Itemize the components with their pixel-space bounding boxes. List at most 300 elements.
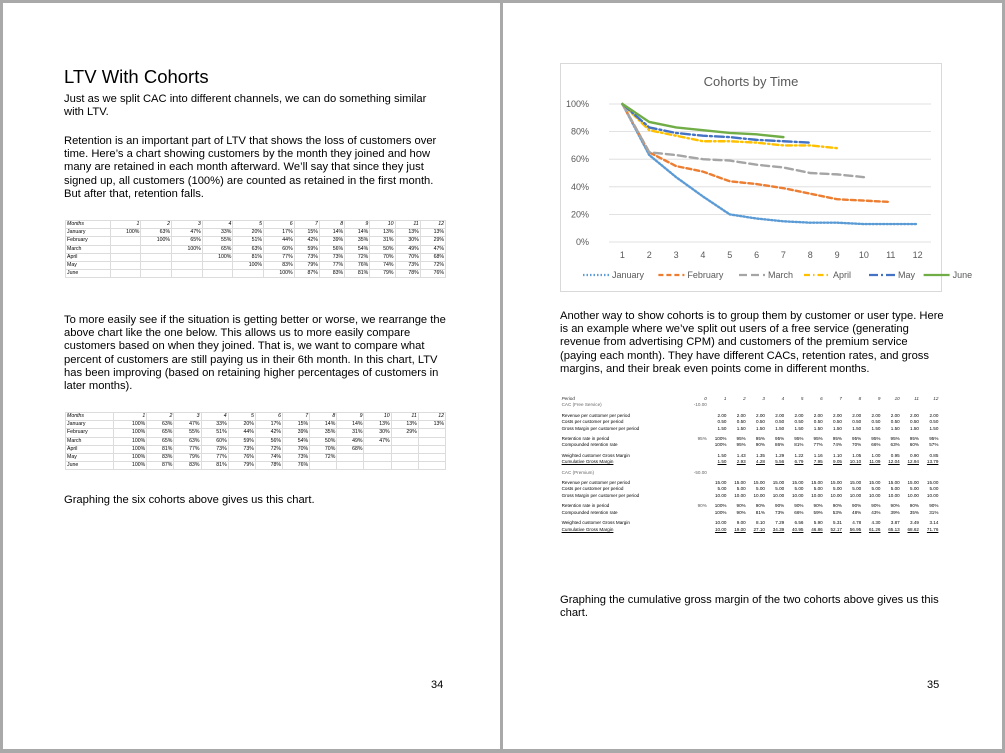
table-cell: 12	[933, 396, 939, 401]
table-cell: 1.35	[756, 452, 765, 458]
table-cell: 30%	[395, 237, 420, 245]
table-cell: 70%	[370, 253, 395, 261]
table-cell: 0	[704, 396, 707, 401]
cohort-type-paragraph: Another way to show cohorts is to group them by customer or user type. Here is an example where we’ve split out users of a free service (generating revenue from advertising CPM) and customers of the premium service (paying each month). They have different CACs, retention rates, and gross margins, and their break even points come in different months.	[560, 310, 944, 375]
retention-table-by-month	[65, 220, 446, 278]
table-cell: 95%	[755, 436, 765, 442]
table-cell: 30%	[364, 429, 391, 437]
table-cell: 73%	[775, 509, 785, 515]
table-cell: 15%	[283, 421, 310, 429]
table-cell: 90%	[909, 503, 919, 509]
row-label: Weighted customer Gross Margin	[561, 452, 630, 458]
table-cell: 39%	[890, 509, 900, 515]
row-label: April	[66, 253, 111, 261]
table-cell: 100%	[714, 442, 727, 448]
table-cell: 73%	[395, 262, 420, 270]
table-cell: 76%	[228, 454, 255, 462]
table-cell: 100%	[714, 509, 727, 515]
row-label: Retention rate in period	[561, 436, 610, 442]
table-cell: 81%	[201, 462, 228, 470]
row-label: Weighted customer Gross Margin	[561, 520, 630, 526]
table-cell: 5.90	[813, 520, 823, 526]
retention-table-by-cohort	[65, 412, 446, 470]
table-cell: 31%	[337, 429, 364, 437]
table-cell: 12.04	[888, 459, 900, 465]
legend-label: May	[898, 270, 916, 280]
table-cell: 90%	[832, 503, 842, 509]
row-label: May	[66, 262, 111, 270]
table-cell: 1.29	[775, 452, 785, 458]
table-cell	[110, 270, 141, 278]
table-cell: 77%	[174, 445, 201, 453]
row-label: Gross Margin per customer per period	[561, 492, 640, 498]
table-cell: 78%	[255, 462, 282, 470]
table-row	[66, 445, 446, 453]
table-cell	[418, 462, 445, 470]
table-cell: 13%	[420, 229, 445, 237]
row-label: Cumulative Gross Margin	[561, 526, 614, 532]
table-cell	[310, 462, 337, 470]
table-cell: 9.05	[833, 459, 842, 465]
table-row	[66, 253, 446, 261]
table-cell: 15.00	[868, 480, 881, 486]
table-cell: 8	[319, 221, 344, 229]
table-cell	[364, 462, 391, 470]
table-cell: 2.00	[852, 412, 862, 418]
y-tick-label: 20%	[570, 209, 589, 220]
cohorts-chart-svg	[561, 64, 973, 291]
table-cell: 90%	[736, 509, 746, 515]
x-tick-label: 4	[700, 250, 706, 260]
table-cell: 95%	[871, 436, 881, 442]
table-cell: 90%	[697, 503, 707, 509]
table-cell: 74%	[370, 262, 395, 270]
table-cell: 95%	[813, 436, 823, 442]
table-cell: 60%	[909, 442, 919, 448]
legend-label: June	[952, 270, 973, 280]
table-cell: 95%	[736, 442, 746, 448]
table-cell: 79%	[370, 270, 395, 278]
table-cell: 6.79	[794, 459, 804, 465]
table-cell: 2.00	[833, 412, 842, 418]
table-cell: 14%	[337, 421, 364, 429]
table-cell: 90%	[929, 503, 939, 509]
table-cell: 29%	[420, 237, 445, 245]
table-cell: 10.00	[753, 492, 765, 498]
table-cell: 8	[858, 396, 862, 401]
table-cell: 90%	[871, 503, 881, 509]
table-cell	[418, 445, 445, 453]
table-cell: 68%	[420, 253, 445, 261]
table-cell: 12.94	[907, 459, 919, 465]
table-cell: 71.76	[926, 526, 939, 532]
table-cell: 50%	[370, 245, 395, 253]
table-cell: 15.00	[830, 480, 842, 486]
table-cell: 17%	[264, 229, 295, 237]
series-line-march	[622, 104, 863, 177]
table-cell: 2.00	[910, 412, 919, 418]
table-cell: 72%	[255, 445, 282, 453]
table-cell: 9	[877, 396, 881, 401]
table-cell: 1.10	[833, 452, 842, 458]
table-cell: 72%	[420, 262, 445, 270]
table-cell: 7	[283, 413, 310, 421]
table-cell: 4	[781, 396, 785, 401]
table-cell: 4.28	[756, 459, 765, 465]
table-cell: 77%	[813, 442, 823, 448]
table-cell: 15%	[294, 229, 319, 237]
table-cell: 0.50	[929, 419, 939, 425]
table-cell: 17%	[255, 421, 282, 429]
table-cell: 1.50	[794, 425, 804, 431]
table-cell: 73%	[228, 445, 255, 453]
table-cell: 11.09	[869, 459, 881, 465]
table-cell: 10.00	[926, 492, 939, 498]
table-cell	[110, 253, 141, 261]
table-cell: 73%	[201, 445, 228, 453]
table-cell: 0.50	[890, 419, 900, 425]
table-cell: 73%	[319, 253, 344, 261]
table-cell: 10.00	[888, 492, 900, 498]
table-row	[66, 429, 446, 437]
table-cell: 66%	[871, 442, 881, 448]
table-cell: 70%	[395, 253, 420, 261]
table-cell: 83%	[147, 454, 174, 462]
table-cell: 5.00	[736, 486, 746, 492]
table-cell	[202, 270, 233, 278]
table-cell: 83%	[264, 262, 295, 270]
table-cell	[418, 437, 445, 445]
table-cell: 72%	[345, 253, 370, 261]
series-line-june	[622, 104, 783, 137]
table-cell: 12	[418, 413, 445, 421]
table-cell: 5.00	[871, 486, 881, 492]
table-cell: 0.50	[794, 419, 804, 425]
table-cell: 5.00	[794, 486, 804, 492]
table-cell: 90%	[755, 503, 765, 509]
table-cell	[391, 437, 418, 445]
table-cell: 15.00	[714, 480, 727, 486]
row-label: March	[66, 245, 111, 253]
table-cell: 9	[345, 221, 370, 229]
table-cell: 90%	[794, 503, 804, 509]
x-tick-label: 6	[754, 250, 760, 260]
table-cell: 10.00	[714, 526, 727, 532]
table-cell	[141, 262, 172, 270]
table-cell: 49%	[337, 437, 364, 445]
table-cell: 47%	[420, 245, 445, 253]
table-cell: 33%	[202, 229, 233, 237]
table-cell: 0.50	[756, 419, 765, 425]
table-cell: 73%	[283, 454, 310, 462]
table-cell: 56.95	[849, 526, 862, 532]
table-cell: 95%	[697, 436, 707, 442]
table-cell: 0.50	[736, 419, 746, 425]
table-cell: 44%	[228, 429, 255, 437]
table-cell: 31%	[370, 237, 395, 245]
table-cell: 29%	[391, 429, 418, 437]
table-cell: 5.00	[775, 486, 785, 492]
table-cell: 54%	[283, 437, 310, 445]
gross-margin-table	[561, 396, 939, 533]
table-cell: 66%	[794, 509, 804, 515]
table-cell: 47%	[364, 437, 391, 445]
table-cell: 13%	[395, 229, 420, 237]
table-cell: 9.00	[736, 520, 746, 526]
table-cell: 14%	[345, 229, 370, 237]
table-cell: 5.00	[852, 486, 862, 492]
retention-paragraph: Retention is an important part of LTV that shows the loss of customers over time. Here’s a chart showing customers by the month they joined and how many are retained in each month afterward. We’ll say that since they just signed up, all customers (100%) are counted as retained in the first month. But after that, retention falls.	[64, 135, 437, 200]
row-label: February	[66, 429, 114, 437]
table-row	[66, 262, 446, 270]
table-cell: 11	[391, 413, 418, 421]
table-cell: 10.00	[830, 492, 842, 498]
table-cell: 65.13	[888, 526, 900, 532]
table-cell: 1.50	[717, 425, 727, 431]
table-cell: 7.95	[813, 459, 823, 465]
table-cell: 1.50	[717, 459, 727, 465]
table-cell: 15.00	[907, 480, 919, 486]
x-tick-label: 5	[727, 250, 733, 260]
table-cell: 59%	[813, 509, 823, 515]
table-cell: 8.10	[756, 520, 765, 526]
table-cell: 20%	[228, 421, 255, 429]
table-cell: 1.50	[871, 425, 881, 431]
table-cell: 3	[762, 396, 765, 401]
table-cell: 87%	[294, 270, 319, 278]
table-cell: 43%	[871, 509, 881, 515]
row-label: March	[66, 437, 114, 445]
y-tick-label: 80%	[570, 126, 589, 137]
table-cell: 4	[201, 413, 228, 421]
table-cell: 50%	[310, 437, 337, 445]
table-cell: 100%	[141, 237, 172, 245]
table-cell: 1.50	[852, 425, 862, 431]
table-cell: 100%	[172, 245, 203, 253]
y-tick-label: 40%	[570, 181, 589, 192]
table-cell: 100%	[202, 253, 233, 261]
table-cell: 90%	[736, 503, 746, 509]
x-tick-label: 12	[912, 250, 923, 260]
table-cell: 55%	[202, 237, 233, 245]
intro-paragraph: Just as we split CAC into different channels, we can do something similar with LTV.	[64, 93, 427, 119]
table-cell: 1.50	[756, 425, 765, 431]
table-cell: 2.00	[929, 412, 939, 418]
table-cell: 2.00	[736, 412, 746, 418]
row-label: Revenue per customer per period	[561, 412, 631, 418]
table-cell: 1.05	[852, 452, 862, 458]
table-cell: 55%	[174, 429, 201, 437]
table-cell: 10.00	[714, 492, 727, 498]
y-tick-label: 0%	[575, 237, 589, 247]
table-cell: 47%	[172, 229, 203, 237]
table-cell: 70%	[852, 442, 862, 448]
table-cell: 10.00	[907, 492, 919, 498]
table-cell: 13%	[418, 421, 445, 429]
table-cell: 2.00	[756, 412, 765, 418]
page-number: 34	[431, 679, 444, 691]
table-cell: 63%	[147, 421, 174, 429]
table-cell: 5.00	[717, 486, 727, 492]
table-cell: 1.50	[813, 425, 823, 431]
table-cell: 1.50	[833, 425, 842, 431]
table-cell: 51%	[233, 237, 264, 245]
table-cell: 1.50	[736, 425, 746, 431]
table-cell: 100%	[264, 270, 295, 278]
row-label: CAC (Premium)	[561, 469, 595, 475]
row-label: May	[66, 454, 114, 462]
row-label: CAC (Free Service)	[561, 402, 602, 408]
table-cell: 79%	[294, 262, 319, 270]
table-cell: 76%	[420, 270, 445, 278]
table-cell: 95%	[890, 436, 900, 442]
table-cell: 2.93	[736, 459, 746, 465]
table-cell	[233, 270, 264, 278]
table-cell: 0.50	[852, 419, 862, 425]
table-cell: 42%	[255, 429, 282, 437]
table-cell: 1.00	[871, 452, 881, 458]
table-cell: 3.87	[890, 520, 900, 526]
table-cell: 47%	[174, 421, 201, 429]
table-cell: 1.22	[794, 452, 804, 458]
table-cell: 54%	[345, 245, 370, 253]
table-cell: 1	[723, 396, 727, 401]
table-cell: 77%	[319, 262, 344, 270]
table-cell: 100%	[114, 454, 147, 462]
table-cell: 10.00	[849, 492, 862, 498]
table-cell: 63%	[233, 245, 264, 253]
table-cell: 5.00	[756, 486, 765, 492]
table-cell: 0.85	[929, 452, 939, 458]
table-cell: 77%	[201, 454, 228, 462]
table-cell: 2.00	[775, 412, 785, 418]
table-cell: 77%	[264, 253, 295, 261]
table-cell: 100%	[114, 445, 147, 453]
table-cell: 65%	[147, 429, 174, 437]
legend-label: January	[612, 270, 645, 280]
x-tick-label: 2	[646, 250, 652, 260]
table-cell: 65%	[147, 437, 174, 445]
series-line-january	[622, 104, 917, 224]
table-cell: 52.17	[830, 526, 842, 532]
table-cell: 95%	[775, 436, 785, 442]
table-cell: 83%	[319, 270, 344, 278]
table-cell	[141, 270, 172, 278]
table-cell: 44%	[264, 237, 295, 245]
table-cell: 90%	[813, 503, 823, 509]
table-cell: 7	[839, 396, 842, 401]
row-label: June	[66, 270, 111, 278]
table-cell: 81%	[755, 509, 765, 515]
table-cell: 11	[395, 221, 420, 229]
row-label: Months	[66, 413, 114, 421]
table-cell	[172, 262, 203, 270]
table-cell: 100%	[714, 503, 727, 509]
table-cell: 81%	[345, 270, 370, 278]
table-cell	[202, 262, 233, 270]
table-row	[66, 245, 446, 253]
table-row	[66, 421, 446, 429]
table-cell: 10.00	[811, 492, 823, 498]
table-cell	[172, 253, 203, 261]
table-cell: 10.00	[714, 520, 727, 526]
table-cell: 60%	[201, 437, 228, 445]
table-cell: 19.00	[734, 526, 746, 532]
table-cell: 3	[174, 413, 201, 421]
table-cell: 15.00	[734, 480, 746, 486]
page-title: LTV With Cohorts	[64, 66, 209, 87]
table-cell	[110, 237, 141, 245]
table-cell: 13%	[364, 421, 391, 429]
table-cell: 3.14	[929, 520, 939, 526]
table-cell	[364, 454, 391, 462]
cumulative-paragraph: Graphing the cumulative gross margin of the two cohorts above gives us this chart.	[560, 594, 939, 620]
table-cell: 15.00	[772, 480, 785, 486]
table-cell: 1.50	[929, 425, 939, 431]
table-cell	[391, 462, 418, 470]
table-cell: 5.56	[775, 459, 785, 465]
table-cell: 13.79	[926, 459, 939, 465]
table-cell: 100%	[114, 462, 147, 470]
table-cell: 7.29	[775, 520, 785, 526]
table-cell: 10.00	[868, 492, 881, 498]
x-tick-label: 3	[673, 250, 679, 260]
table-cell: 33%	[201, 421, 228, 429]
table-cell: 95%	[832, 436, 842, 442]
table-cell: 100%	[110, 229, 141, 237]
table-cell: 12	[420, 221, 445, 229]
table-cell: 61.26	[868, 526, 881, 532]
table-cell: 81%	[147, 445, 174, 453]
y-tick-label: 100%	[565, 99, 589, 109]
table-cell: 10.00	[772, 492, 785, 498]
table-cell: 74%	[255, 454, 282, 462]
table-cell: 1.50	[890, 425, 900, 431]
table-cell: 10	[364, 413, 391, 421]
table-cell: 73%	[294, 253, 319, 261]
table-cell: 5.00	[929, 486, 939, 492]
table-cell: 53%	[832, 509, 842, 515]
table-cell: 34.39	[772, 526, 785, 532]
table-cell: 7	[294, 221, 319, 229]
table-cell: 5	[233, 221, 264, 229]
table-cell: 56%	[319, 245, 344, 253]
table-cell: 65%	[202, 245, 233, 253]
table-cell: 2	[743, 396, 746, 401]
table-cell	[110, 262, 141, 270]
row-label: Costs per customer per period	[561, 419, 624, 425]
table-cell: 6	[264, 221, 295, 229]
table-cell: 1.16	[813, 452, 823, 458]
graphing-paragraph: Graphing the six cohorts above gives us this chart.	[64, 494, 315, 506]
x-tick-label: 9	[834, 250, 840, 260]
table-cell: 14%	[319, 229, 344, 237]
table-cell	[418, 429, 445, 437]
rearrange-paragraph: To more easily see if the situation is getting better or worse, we rearrange the above chart like the one below. This allows us to more easily compare customers based on when they joined. That is, we want to compare what percent of customers are still paying us in their 6th month. In this chart, LTV has been improving (based on retaining higher percentages of customers in later months).	[64, 314, 446, 393]
table-cell: 1	[110, 221, 141, 229]
table-cell: 6	[820, 396, 823, 401]
table-cell	[110, 245, 141, 253]
table-cell	[364, 445, 391, 453]
chart-title: Cohorts by Time	[703, 74, 799, 89]
table-cell	[337, 462, 364, 470]
row-label: Period	[561, 396, 575, 401]
table-cell: 1	[114, 413, 147, 421]
table-cell: 49%	[395, 245, 420, 253]
table-cell: 2.00	[890, 412, 900, 418]
table-cell: 2.00	[717, 412, 727, 418]
table-cell: 0.50	[910, 419, 919, 425]
